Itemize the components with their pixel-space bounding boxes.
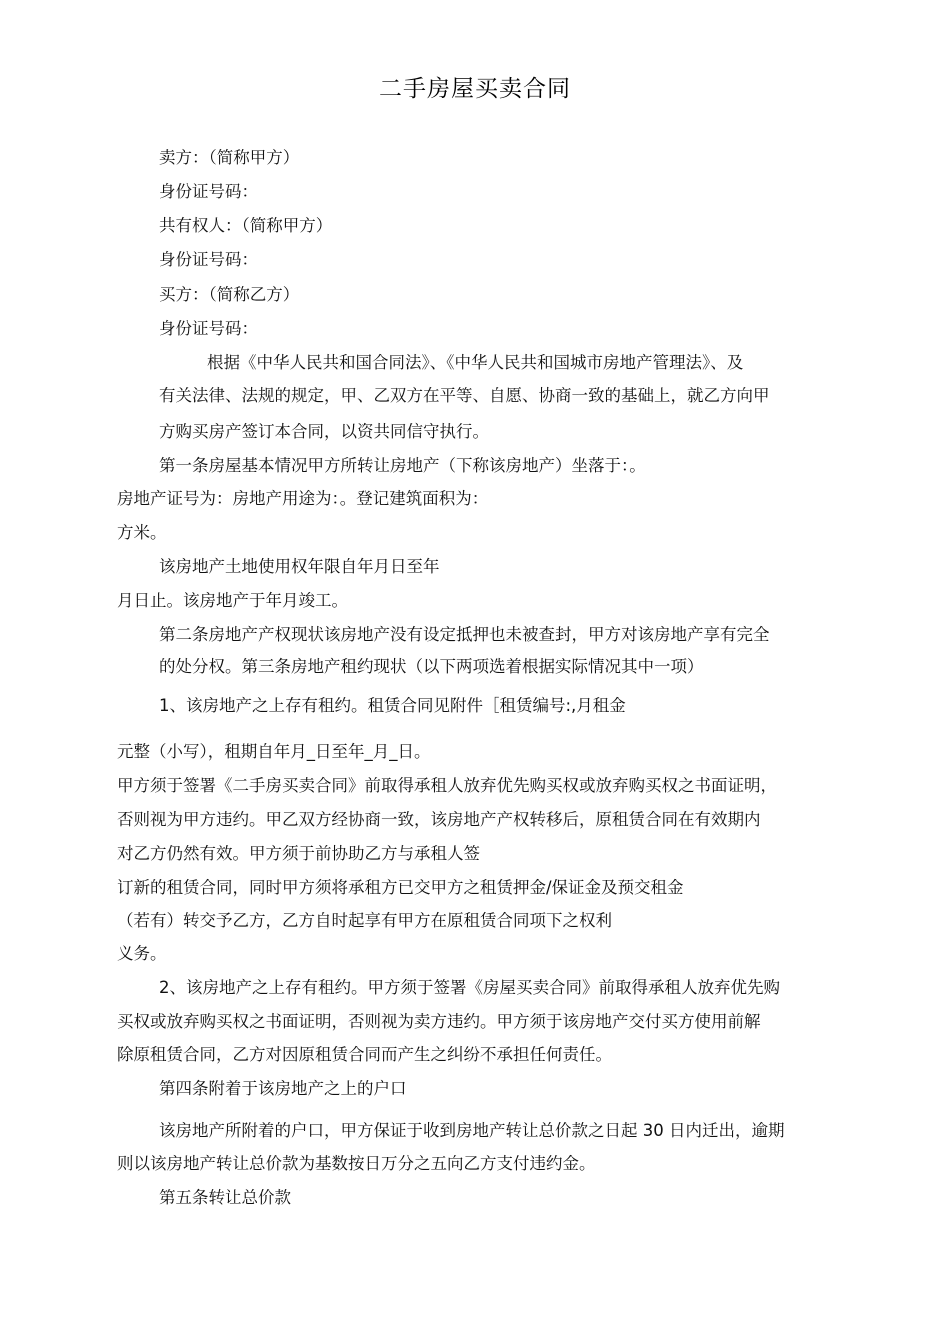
- lease-option-1-line-2: 元整（小写），租期自年月_日至年_月_日。: [117, 742, 431, 761]
- article-2-line-2: 的处分权。第三条房地产租约现状（以下两项选着根据实际情况其中一项）: [159, 657, 704, 676]
- lease-option-2-line-1: 2、该房地产之上存有租约。甲方须于签署《房屋买卖合同》前取得承租人放弃优先购: [159, 978, 780, 997]
- article-1-line-3: 方米。: [117, 523, 167, 542]
- lease-option-1-line-5: 对乙方仍然有效。甲方须于前协助乙方与承租人签: [117, 844, 480, 863]
- article-1-line-1: 第一条房屋基本情况甲方所转让房地产（下称该房地产）坐落于：。: [159, 456, 646, 475]
- buyer-line: 买方：（简称乙方）: [159, 285, 300, 304]
- lease-option-1-line-7: （若有）转交予乙方，乙方自时起享有甲方在原租赁合同项下之权利: [117, 911, 612, 930]
- article-4-line-2: 则以该房地产转让总价款为基数按日万分之五向乙方支付违约金。: [117, 1154, 596, 1173]
- article-4-heading: 第四条附着于该房地产之上的户口: [159, 1079, 407, 1098]
- lease-option-2-line-3: 除原租赁合同，乙方对因原租赁合同而产生之纠纷不承担任何责任。: [117, 1045, 612, 1064]
- co-owner-line: 共有权人：（简称甲方）: [159, 216, 333, 235]
- page-title: 二手房屋买卖合同: [379, 76, 571, 102]
- co-owner-id-line: 身份证号码：: [159, 250, 258, 269]
- article-2-line-1: 第二条房地产产权现状该房地产没有设定抵押也未被查封，甲方对该房地产享有完全: [159, 625, 770, 644]
- seller-id-line: 身份证号码：: [159, 182, 258, 201]
- preamble-line-3: 方购买房产签订本合同，以资共同信守执行。: [159, 422, 489, 441]
- preamble-line-2: 有关法律、法规的规定，甲、乙双方在平等、自愿、协商一致的基础上，就乙方向甲: [159, 386, 770, 405]
- preamble-line-1: 根据《中华人民共和国合同法》、《中华人民共和国城市房地产管理法》、及: [207, 353, 744, 372]
- article-1-line-5: 月日止。该房地产于年月竣工。: [117, 591, 348, 610]
- lease-option-1-line-8: 义务。: [117, 944, 167, 963]
- buyer-id-line: 身份证号码：: [159, 319, 258, 338]
- lease-option-2-line-2: 买权或放弃购买权之书面证明，否则视为卖方违约。甲方须于该房地产交付买方使用前解: [117, 1012, 761, 1031]
- seller-line: 卖方：（简称甲方）: [159, 148, 300, 167]
- article-1-line-2: 房地产证号为：房地产用途为：。登记建筑面积为：: [117, 489, 489, 508]
- article-5-heading: 第五条转让总价款: [159, 1188, 291, 1207]
- article-4-line-1: 该房地产所附着的户口，甲方保证于收到房地产转让总价款之日起 30 日内迁出，逾期: [159, 1121, 785, 1140]
- article-1-line-4: 该房地产土地使用权年限自年月日至年: [159, 557, 440, 576]
- lease-option-1-line-1: 1、该房地产之上存有租约。租赁合同见附件［租赁编号:,月租金: [159, 696, 626, 715]
- lease-option-1-line-6: 订新的租赁合同，同时甲方须将承租方已交甲方之租赁押金/保证金及预交租金: [117, 878, 684, 897]
- lease-option-1-line-4: 否则视为甲方违约。甲乙双方经协商一致，该房地产产权转移后，原租赁合同在有效期内: [117, 810, 761, 829]
- lease-option-1-line-3: 甲方须于签署《二手房买卖合同》前取得承租人放弃优先购买权或放弃购买权之书面证明，: [117, 776, 777, 795]
